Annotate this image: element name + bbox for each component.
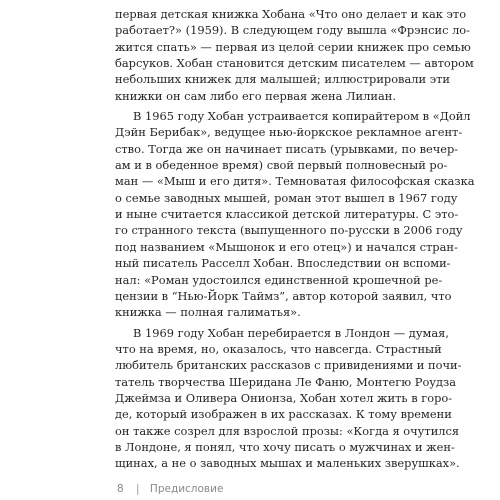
text-line: ман — «Мыш и его дитя». Темноватая философская сказка <box>115 174 475 189</box>
text-line: Дэйн Берибак», ведущее нью-йоркское рекламное агент- <box>115 125 463 140</box>
text-line: барсуков. Хобан становится детским писателем — автором <box>115 56 474 71</box>
text-line: В 1969 году Хобан перебирается в Лондон — думая, <box>133 325 449 340</box>
text-line: ам и в обеденное время) свой первый полновесный ро- <box>115 158 448 173</box>
text-line: щинах, а не о заводных мышах и маленьких зверушках». <box>115 456 460 471</box>
text-line: в Лондоне, я понял, что хочу писать о мужчинах и жен- <box>115 439 455 454</box>
footer-separator: | <box>136 483 140 495</box>
text-line: о семье заводных мышей, роман этот вышел в 1967 году <box>115 190 458 205</box>
page-number: 8 <box>117 483 124 495</box>
text-line: первая детская книжка Хобана «Что оно делает и как это <box>115 7 467 21</box>
text-line: под названием «Мышонок и его отец») и начался стран- <box>115 239 458 254</box>
text-line: го странного текста (выпущенного по-русски в 2006 году <box>115 223 463 238</box>
text-line: что на время, но, оказалось, что навсегда. Страстный <box>115 341 442 356</box>
text-line: ство. Тогда же он начинает писать (урывками, по вечер- <box>115 141 459 156</box>
text-line: книжки он сам либо его первая жена Лилиан. <box>115 88 396 103</box>
text-line: Джеймза и Оливера Онионза, Хобан хотел жить в горо- <box>115 390 453 405</box>
text-line: книжка — полная галиматья». <box>115 305 301 320</box>
text-line: работает?» (1959). В следующем году вышла «Фрэнсис ло- <box>115 23 471 38</box>
text-line: нал: «Роман удостоился единственной крошечной ре- <box>115 272 443 287</box>
text-line: небольших книжек для малышей; иллюстрировали эти <box>115 72 450 87</box>
text-line: де, который изображен в их рассказах. К тому времени <box>115 407 452 422</box>
text-line: жится спать» — первая из целой серии книжек про семью <box>115 39 471 54</box>
text-line: он также созрел для взрослой прозы: «Когда я очутился <box>115 423 460 438</box>
text-line: В 1965 году Хобан устраивается копирайтером в «Дойл <box>133 109 471 124</box>
text-line: и ныне считается классикой детской литературы. С это- <box>115 207 459 222</box>
text-line: любитель британских рассказов с привидениями и почи- <box>115 358 462 373</box>
running-head-section-title: Предисловие <box>149 483 224 495</box>
text-line: цензии в “Нью-Йорк Таймз”, автор которой заявил, что <box>115 288 452 303</box>
page-footer <box>117 483 223 495</box>
body-text <box>115 6 475 472</box>
text-line: ный писатель Расселл Хобан. Впоследствии он вспоми- <box>115 256 451 271</box>
text-line: татель творчества Шеридана Ле Фаню, Монтегю Роудза <box>115 374 457 389</box>
